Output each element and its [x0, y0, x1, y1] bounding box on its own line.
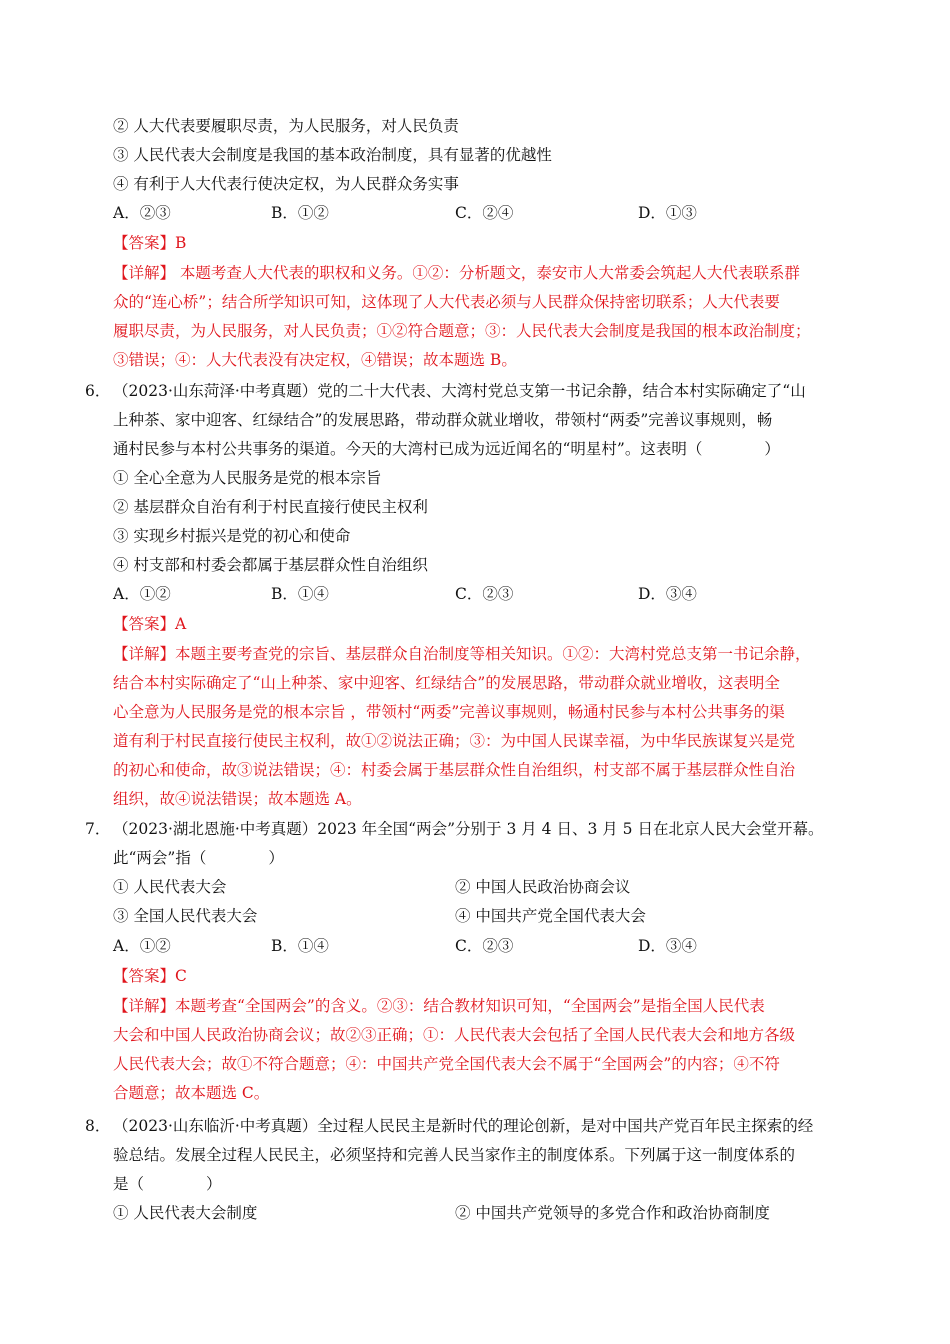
q7-detail-line-3: 人民代表大会；故①不符合题意；④：中国共产党全国代表大会不属于“全国两会”的内容；④不符 [113, 1055, 780, 1073]
q7-option-b: B．①④ [271, 937, 329, 955]
q7-item-3: ③ 全国人民代表大会 [113, 907, 258, 925]
q6-stem-line-3: 通村民参与本村公共事务的渠道。今天的大湾村已成为远近闻名的“明星村”。这表明（ ） [113, 440, 780, 458]
q6-detail-line-1: 【详解】本题主要考查党的宗旨、基层群众自治制度等相关知识。①②：大湾村党总支第一书记余静， [113, 645, 811, 663]
q7-option-d: D．③④ [638, 937, 697, 955]
q5-detail-line-3: 履职尽责，为人民服务，对人民负责；①②符合题意；③：人民代表大会制度是我国的根本政治制度； [113, 322, 811, 340]
q6-detail-line-2: 结合本村实际确定了“山上种茶、家中迎客、红绿结合”的发展思路，带动群众就业增收，这表明全 [113, 674, 780, 692]
q8-item-1: ① 人民代表大会制度 [113, 1204, 258, 1222]
q6-item-3: ③ 实现乡村振兴是党的初心和使命 [113, 527, 351, 545]
q7-number: 7． [85, 820, 111, 838]
q6-stem-line-2: 上种茶、家中迎客、红绿结合”的发展思路，带动群众就业增收，带领村“两委”完善议事规则，畅 [113, 411, 773, 429]
q5-option-d: D．①③ [638, 204, 697, 222]
q7-item-2: ② 中国人民政治协商会议 [455, 878, 631, 896]
q5-item-3: ③ 人民代表大会制度是我国的基本政治制度，具有显著的优越性 [113, 146, 552, 164]
q6-item-4: ④ 村支部和村委会都属于基层群众性自治组织 [113, 556, 428, 574]
q7-item-4: ④ 中国共产党全国代表大会 [455, 907, 646, 925]
q6-option-b: B．①④ [271, 585, 329, 603]
q6-option-d: D．③④ [638, 585, 697, 603]
q5-answer: 【答案】B [113, 234, 187, 252]
q8-stem-line-1: （2023·山东临沂·中考真题）全过程人民民主是新时代的理论创新，是对中国共产党百年民主探索的经 [113, 1117, 814, 1135]
q5-detail-line-4: ③错误；④：人大代表没有决定权，④错误；故本题选 B。 [113, 351, 517, 369]
q6-detail-line-6: 组织，故④说法错误；故本题选 A。 [113, 790, 362, 808]
q6-detail-line-3: 心全意为人民服务是党的根本宗旨 ，带领村“两委”完善议事规则，畅通村民参与本村公共事务的渠 [113, 703, 785, 721]
q6-item-2: ② 基层群众自治有利于村民直接行使民主权利 [113, 498, 428, 516]
q8-number: 8． [85, 1117, 111, 1135]
q6-detail-line-5: 的初心和使命，故③说法错误；④：村委会属于基层群众性自治组织，村支部不属于基层群众性自治 [113, 761, 796, 779]
q5-option-b: B．①② [271, 204, 329, 222]
q8-stem-line-2: 验总结。发展全过程人民民主，必须坚持和完善人民当家作主的制度体系。下列属于这一制度体系的 [113, 1146, 796, 1164]
q6-option-c: C．②③ [455, 585, 514, 603]
q5-item-2: ② 人大代表要履职尽责，为人民服务，对人民负责 [113, 117, 459, 135]
q7-stem-line-2: 此“两会”指（ ） [113, 849, 284, 867]
q5-item-4: ④ 有利于人大代表行使决定权，为人民群众务实事 [113, 175, 459, 193]
q7-detail-line-4: 合题意；故本题选 C。 [113, 1084, 270, 1102]
q8-stem-line-3: 是（ ） [113, 1175, 222, 1193]
q6-number: 6． [85, 382, 111, 400]
q6-option-a: A．①② [113, 585, 171, 603]
q7-detail-line-2: 大会和中国人民政治协商会议；故②③正确；①：人民代表大会包括了全国人民代表大会和地方各级 [113, 1026, 796, 1044]
q7-answer: 【答案】C [113, 967, 187, 985]
q6-item-1: ① 全心全意为人民服务是党的根本宗旨 [113, 469, 382, 487]
q6-stem-line-1: （2023·山东菏泽·中考真题）党的二十大代表、大湾村党总支第一书记余静，结合本村实际确定了“山 [113, 382, 806, 400]
q8-item-2: ② 中国共产党领导的多党合作和政治协商制度 [455, 1204, 770, 1222]
q7-detail-line-1: 【详解】本题考查“全国两会”的含义。②③：结合教材知识可知，“全国两会”是指全国人民代表 [113, 997, 765, 1015]
q6-detail-line-4: 道有利于村民直接行使民主权利，故①②说法正确；③：为中国人民谋幸福，为中华民族谋复兴是党 [113, 732, 796, 750]
q6-answer: 【答案】A [113, 615, 187, 633]
q7-option-a: A．①② [113, 937, 171, 955]
q5-option-c: C．②④ [455, 204, 514, 222]
q5-option-a: A．②③ [113, 204, 171, 222]
q7-item-1: ① 人民代表大会 [113, 878, 227, 896]
q5-detail-line-2: 众的“连心桥”；结合所学知识可知，这体现了人大代表必须与人民群众保持密切联系；人大代表要 [113, 293, 780, 311]
q7-option-c: C．②③ [455, 937, 514, 955]
q7-stem-line-1: （2023·湖北恩施·中考真题）2023 年全国“两会”分别于 3 月 4 日、3 月 5 日在北京人民大会堂开幕。 [113, 820, 824, 838]
q5-detail-line-1: 【详解】 本题考查人大代表的职权和义务。①②：分析题文，泰安市人大常委会筑起人大代表联系群 [113, 264, 800, 282]
